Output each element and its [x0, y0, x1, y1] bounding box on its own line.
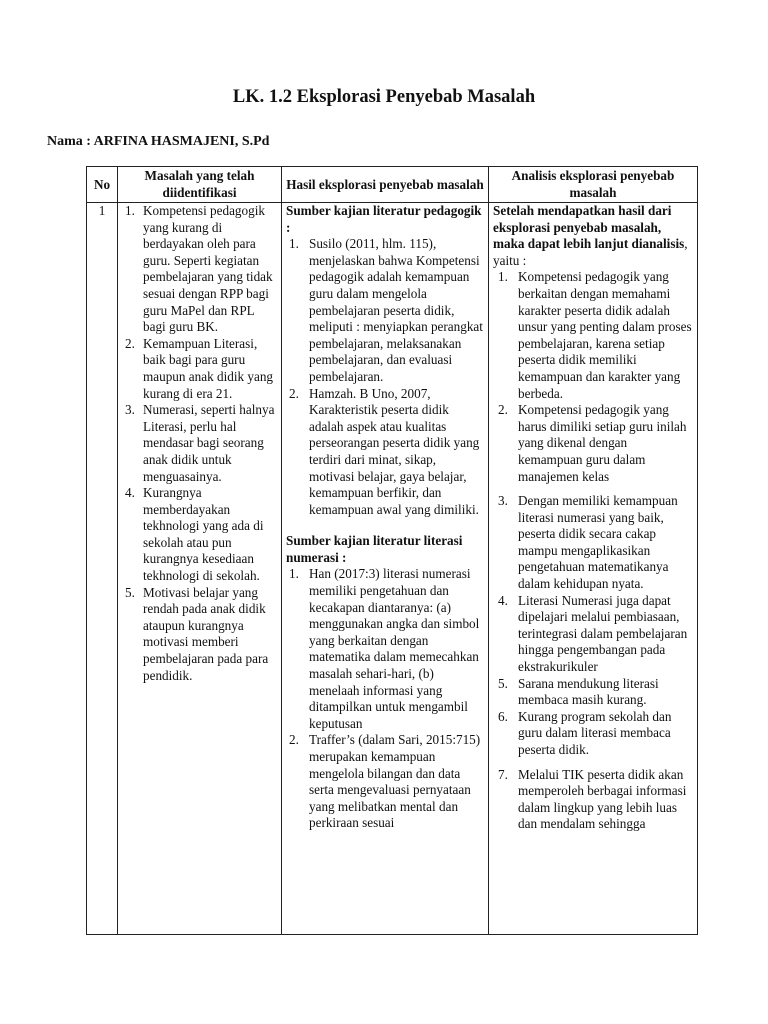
list-item: 1. Han (2017:3) literasi numerasi memiliki pengetahuan dan kecakapan diantaranya: (a) menggunakan angka dan simbol yang berkaitan dengan matematika dalam memecahkan masalah sehari-hari, (b) menelaah informasi yang ditampilkan untuk mengambil keputusan	[289, 566, 480, 731]
masalah-list	[122, 203, 277, 684]
analisis-cell	[489, 203, 698, 935]
list-item: 1. Susilo (2011, hlm. 115), menjelaskan bahwa Kompetensi pedagogik adalah kemampuan guru dalam mengelola pembelajaran peserta didik, meliputi : menyiapkan perangkat pembelajaran, melaksanakan pembelajaran, dan evaluasi pembelajaran.	[289, 236, 483, 384]
list-item: 4. Kurangnya memberdayakan tekhnologi yang ada di sekolah atau pun kurangnya kesediaan tekhnologi di sekolah.	[125, 485, 264, 584]
table-header-row	[87, 167, 698, 203]
section-title-pedagogik: Sumber kajian literatur pedagogik :	[286, 203, 482, 235]
list-item: 7. Melalui TIK peserta didik akan memperoleh berbagai informasi dalam lingkup yang lebih luas dan mendalam sehingga	[498, 766, 687, 832]
header-no: No	[87, 167, 118, 203]
header-analisis: Analisis eksplorasi penyebab masalah	[489, 167, 698, 203]
exploration-table	[86, 166, 698, 935]
list-item: 3. Dengan memiliki kemampuan literasi numerasi yang baik, peserta didik secara cakap mampu mengaplikasikan pengetahuan matematikanya dalam kehidupan nyata.	[498, 493, 678, 592]
header-hasil: Hasil eksplorasi penyebab masalah	[282, 167, 489, 203]
list-item: 2. Kompetensi pedagogik yang harus dimiliki setiap guru inilah yang dikenal dengan kemampuan guru dalam manajemen kelas	[498, 402, 687, 484]
list-item: 3. Numerasi, seperti halnya Literasi, perlu hal mendasar bagi seorang anak didik untuk menguasainya.	[125, 402, 275, 484]
list-item: 6. Kurang program sekolah dan guru dalam literasi membaca peserta didik.	[498, 708, 672, 757]
list-item: 5. Sarana mendukung literasi membaca masih kurang.	[498, 675, 659, 708]
list-item: 1. Kompetensi pedagogik yang kurang di berdayakan oleh para guru. Seperti kegiatan pembelajaran yang tidak sesuai dengan RPP bagi guru MaPel dan RPL bagi guru BK.	[125, 203, 273, 335]
list-item: 2. Hamzah. B Uno, 2007, Karakteristik peserta didik adalah aspek atau kualitas perseorangan peserta didik yang terdiri dari minat, sikap, motivasi belajar, gaya belajar, kemampuan berfikir, dan kemampuan awal yang dimiliki.	[289, 385, 480, 517]
list-item: 1. Kompetensi pedagogik yang berkaitan dengan memahami karakter peserta didik adalah unsur yang penting dalam proses pembelajaran, karena setiap peserta didik memiliki kemampuan dan karakter yang berbeda.	[498, 269, 692, 401]
pedagogik-list	[286, 236, 484, 518]
list-item: 2. Kemampuan Literasi, baik bagi para guru maupun anak didik yang kurang di era 21.	[125, 335, 274, 401]
analisis-intro: Setelah mendapatkan hasil dari eksplorasi penyebab masalah, maka dapat lebih lanjut dianalisis, yaitu :	[493, 203, 688, 268]
hasil-cell	[282, 203, 489, 935]
section-title-numerasi: Sumber kajian literatur literasi numerasi :	[286, 533, 463, 565]
header-masalah: Masalah yang telah diidentifikasi	[118, 167, 282, 203]
analisis-list	[493, 269, 693, 833]
list-item: 2. Traffer’s (dalam Sari, 2015:715) merupakan kemampuan mengelola bilangan dan data serta mengevaluasi pernyataan yang melibatkan mental dan perkiraan sesuai	[289, 732, 481, 831]
masalah-cell	[118, 203, 282, 935]
page-title: LK. 1.2 Eksplorasi Penyebab Masalah	[232, 87, 536, 107]
list-item: 5. Motivasi belajar yang rendah pada anak didik ataupun kurangnya motivasi memberi pembelajaran pada para pendidik.	[125, 584, 269, 683]
row-number: 1	[87, 203, 118, 935]
table-row	[87, 203, 698, 935]
nama-line: Nama : ARFINA HASMAJENI, S.Pd	[47, 134, 270, 149]
list-item: 4. Literasi Numerasi juga dapat dipelajari melalui pembiasaan, terintegrasi dalam pembelajaran hingga pengembangan pada ekstrakurikuler	[498, 592, 688, 675]
numerasi-list	[286, 566, 484, 832]
